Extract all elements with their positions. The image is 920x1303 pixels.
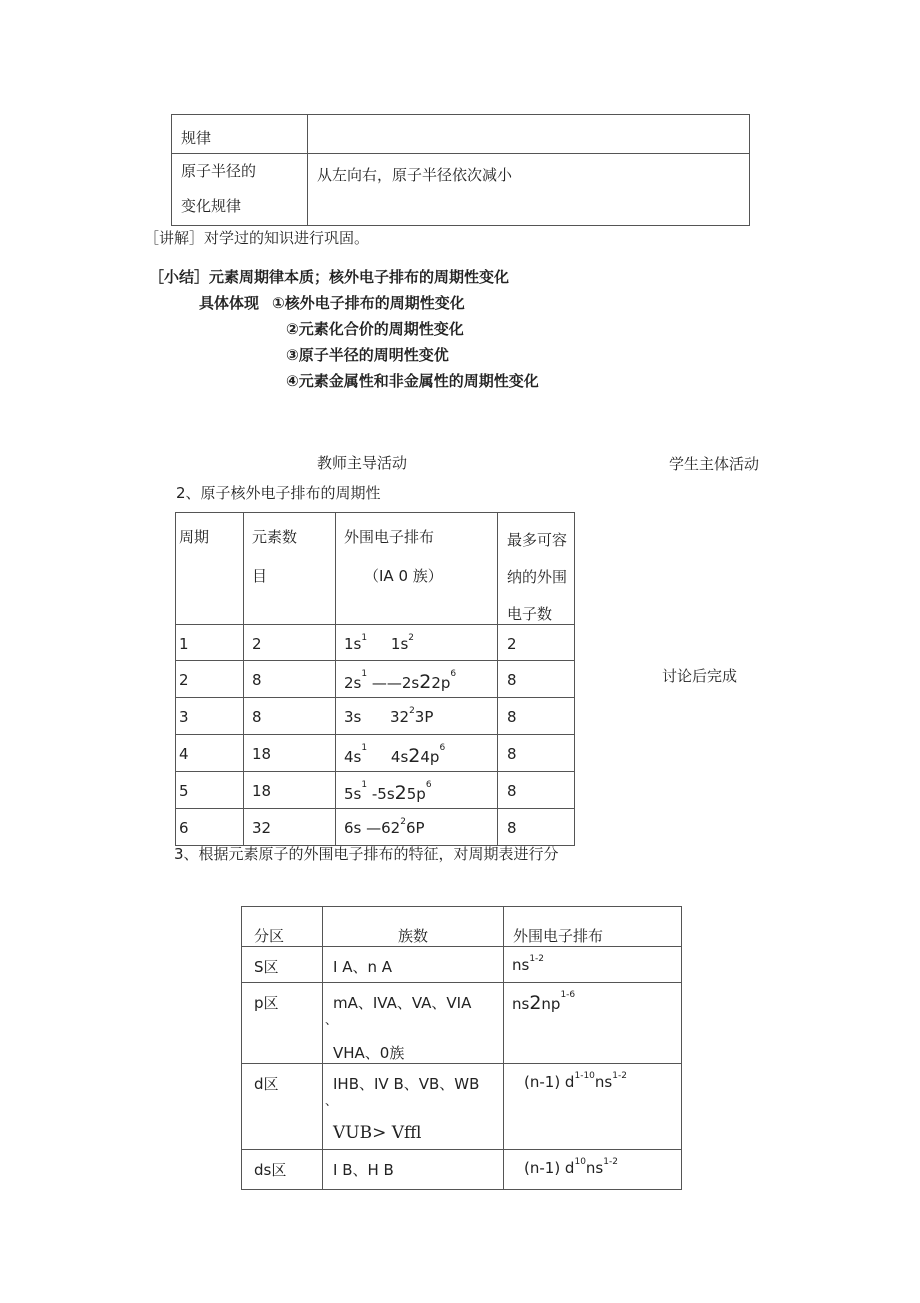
top-table-label-cell [172,115,308,154]
config-part: 3s [344,708,362,726]
table-row [242,1150,682,1190]
config-sup: 1-2 [603,1157,618,1167]
period-table [175,512,575,846]
summary-item-2: ②元素化合价的周期性变化 [286,320,464,338]
count-value: 2 [252,635,262,653]
config-part: 2p [431,674,451,692]
max-cell [498,661,575,698]
group-line: I B、H B [333,1161,394,1179]
config-value [344,819,425,837]
config-part: 6P [405,819,425,837]
config-part: 3P [414,708,434,726]
group-cell [323,947,504,983]
period-cell [176,661,244,698]
zone-cell [242,1064,323,1150]
config-part: 1s [344,635,362,653]
max-cell [498,698,575,735]
group-line: 、 [325,1094,338,1108]
zone-header-config-label: 外围电子排布 [513,927,604,945]
max-value: 2 [507,635,517,653]
config-part: ns [594,1073,613,1091]
count-value: 18 [252,745,272,763]
radius-rule-text: 从左向右，原子半径依次减小 [317,166,513,184]
count-cell [244,772,336,809]
zone-header-zone [242,907,323,947]
period-cell [176,772,244,809]
zone-value: p区 [254,994,279,1012]
period-cell [176,809,244,846]
group-line: VUB> Vffl [333,1123,422,1143]
header-count-line2: 目 [252,567,268,585]
top-table [171,114,750,226]
group-line: IHB、IV B、VB、WB [333,1075,480,1093]
summary-item-3: ③原子半径的周明性变优 [286,346,449,364]
zone-table [241,906,682,1190]
config-value [344,743,446,767]
group-line: 、 [325,1013,338,1027]
config-part: ns [585,1159,604,1177]
config-part: 5p [406,785,426,803]
config-big: 2 [408,745,421,767]
max-value: 8 [507,819,517,837]
header-period-label: 周期 [179,528,210,546]
top-table-label-cell [172,154,308,226]
header-config-line1: 外围电子排布 [344,528,435,546]
max-cell [498,735,575,772]
config-part: ——2s [367,674,420,692]
count-cell [244,735,336,772]
period-cell [176,698,244,735]
zone-header-group [323,907,504,947]
config-part: -5s [367,785,395,803]
config-sup: 2 [409,706,415,716]
period-value: 1 [179,635,189,653]
zone-config-cell [504,947,682,983]
zone-config-cell [504,983,682,1064]
period-cell [176,625,244,661]
top-table-value-cell [308,154,750,226]
count-value: 18 [252,782,272,800]
config-sup: 1-2 [529,954,545,964]
count-value: 8 [252,671,262,689]
config-value [344,669,457,693]
max-value: 8 [507,671,517,689]
zone-config-value [512,956,544,974]
config-sup: 6 [425,780,432,790]
config-sup: 2 [408,633,415,643]
config-sup: 1 [361,780,368,790]
config-cell [336,698,498,735]
group-cell [323,1064,504,1150]
config-cell [336,625,498,661]
zone-config-value [524,1073,627,1091]
count-value: 8 [252,708,262,726]
zone-cell [242,983,323,1064]
config-part: np [541,995,561,1013]
count-cell [244,661,336,698]
period-value: 5 [179,782,189,800]
zone-config-cell [504,1064,682,1150]
config-part: ns [512,956,530,974]
header-max-line3: 电子数 [507,605,553,623]
config-part: (n-1) d [524,1159,575,1177]
config-part: ns [512,995,530,1013]
summary-lead: 具体体现 [199,294,260,312]
config-sup: 6 [439,743,446,753]
header-max-line2: 纳的外围 [507,568,568,586]
max-cell [498,625,575,661]
config-value [344,708,433,726]
config-part: 32 [361,708,410,726]
config-sup: 1 [361,633,368,643]
config-sup: 1-10 [574,1071,595,1081]
max-cell [498,772,575,809]
config-value [344,780,432,804]
top-table-value-cell [308,115,750,154]
table-row [176,772,575,809]
config-sup: 1 [361,743,368,753]
config-sup: 10 [574,1157,586,1167]
table-row [176,698,575,735]
count-cell [244,809,336,846]
period-cell [176,735,244,772]
zone-cell [242,1150,323,1190]
max-value: 8 [507,708,517,726]
max-value: 8 [507,782,517,800]
period-value: 3 [179,708,189,726]
config-part: 6s [344,819,362,837]
config-big: 2 [394,782,407,804]
table-row [176,735,575,772]
zone-value: ds区 [254,1161,287,1179]
config-sup: 2 [400,817,406,827]
config-cell [336,772,498,809]
table-row [242,1064,682,1150]
config-cell [336,735,498,772]
period-value: 4 [179,745,189,763]
zone-cell [242,947,323,983]
header-count-line1: 元素数 [252,528,298,546]
header-config-line2: （IA 0 族） [364,567,443,585]
config-part: 4s [367,748,409,766]
summary-item-4: ④元素金属性和非金属性的周期性变化 [286,372,539,390]
max-cell [498,809,575,846]
config-part: 4s [344,748,362,766]
config-part: 5s [344,785,362,803]
top-row1-label: 规律 [181,129,212,147]
section2-title: 2、原子核外电子排布的周期性 [176,484,381,502]
config-big: 2 [419,671,432,693]
table-row [176,809,575,846]
config-big: 2 [529,992,542,1014]
header-period [176,513,244,625]
max-value: 8 [507,745,517,763]
config-cell [336,661,498,698]
section3-title: 3、根据元素原子的外围电子排布的特征，对周期表进行分 [174,845,559,863]
top-row2-label-line1: 原子半径的 [181,162,257,180]
config-part: —62 [361,819,401,837]
zone-header-group-label: 族数 [397,927,428,945]
config-value [344,635,414,653]
zone-config-value [512,990,576,1014]
zone-header-config [504,907,682,947]
header-max-line1: 最多可容 [507,531,568,549]
group-line: mA、IVA、VA、VIA [333,994,472,1012]
config-sup: 6 [450,669,457,679]
header-count [244,513,336,625]
zone-config-cell [504,1150,682,1190]
group-cell [323,1150,504,1190]
header-max [498,513,575,625]
table-row [242,983,682,1064]
explain-line: ［讲解］对学过的知识进行巩固。 [144,229,370,247]
group-line: I A、n A [333,958,392,976]
zone-header-zone-label: 分区 [254,927,285,945]
zone-value: S区 [254,958,279,976]
top-row2-label-line2: 变化规律 [181,197,242,215]
config-part: (n-1) d [524,1073,575,1091]
count-cell [244,625,336,661]
group-line: VHA、0族 [333,1044,405,1062]
config-sup: 1-6 [560,990,576,1000]
config-part: 4p [420,748,440,766]
config-cell [336,809,498,846]
config-sup: 1 [361,669,368,679]
group-cell [323,983,504,1064]
teacher-heading: 教师主导活动 [317,454,408,472]
config-part: 1s [367,635,409,653]
student-heading: 学生主体活动 [669,455,760,473]
table-row [242,947,682,983]
discussion-note: 讨论后完成 [662,667,738,685]
header-config [336,513,498,625]
period-value: 6 [179,819,189,837]
summary-item-1: ①核外电子排布的周期性变化 [272,294,465,312]
table-row [176,661,575,698]
summary-title: ［小结］元素周期律本质；核外电子排布的周期性变化 [149,268,510,286]
table-row [176,625,575,661]
zone-config-value [524,1159,618,1177]
zone-value: d区 [254,1075,279,1093]
config-sup: 1-2 [612,1071,627,1081]
period-value: 2 [179,671,189,689]
count-cell [244,698,336,735]
config-part: 2s [344,674,362,692]
count-value: 32 [252,819,272,837]
